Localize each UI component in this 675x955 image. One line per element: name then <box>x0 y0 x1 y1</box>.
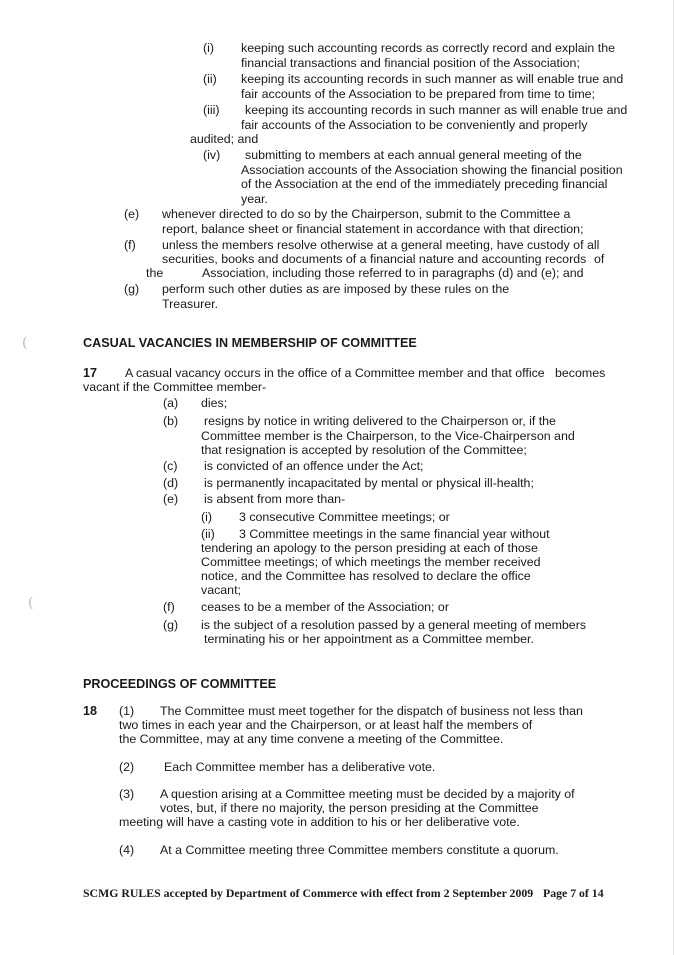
item-text: two times in each year and the Chairperson, or at least half the members of <box>119 718 533 732</box>
sub-item-text: keeping its accounting records in such manner as will enable true and <box>245 103 628 117</box>
item-text: Each Committee member has a deliberative vote. <box>164 760 436 774</box>
page-number: Page 7 of 14 <box>543 886 604 900</box>
clause-intro: becomes <box>555 366 606 380</box>
sub-item-text: year. <box>241 192 268 206</box>
item-text: perform such other duties as are imposed by these rules on the <box>162 282 510 296</box>
item-label: (e) <box>124 207 140 221</box>
sub-item-text: keeping its accounting records in such manner as will enable true and <box>241 72 624 86</box>
item-text: unless the members resolve otherwise at a general meeting, have custody of all <box>162 238 600 252</box>
sub-item-label: (i) <box>201 510 213 524</box>
item-label: (d) <box>163 476 179 490</box>
sub-item-text: financial transactions and financial position of the Association; <box>241 56 580 70</box>
item-text: securities, books and documents of a financial nature and accounting records <box>162 252 587 266</box>
item-text: is the subject of a resolution passed by a general meeting of members <box>201 618 587 632</box>
item-text: terminating his or her appointment as a Committee member. <box>204 632 534 646</box>
section-heading-proceedings: PROCEEDINGS OF COMMITTEE <box>83 677 277 691</box>
sub-item-text: fair accounts of the Association to be prepared from time to time; <box>241 87 595 101</box>
item-text: votes, but, if there no majority, the person presiding at the Committee <box>160 801 539 815</box>
sub-item-text: submitting to members at each annual general meeting of the <box>245 148 582 162</box>
sub-item-text: keeping such accounting records as correctly record and explain the <box>241 41 615 55</box>
item-label: (b) <box>163 414 179 428</box>
item-text: is convicted of an offence under the Act; <box>204 459 424 473</box>
item-text: that resignation is accepted by resolution of the Committee; <box>201 443 527 457</box>
sub-item-text: vacant; <box>201 583 241 597</box>
sub-item-text: tendering an apology to the person presiding at each of those <box>201 541 538 555</box>
item-label: (g) <box>124 282 140 296</box>
sub-item-label: (ii) <box>203 72 217 86</box>
clause-number: 18 <box>83 704 98 718</box>
item-label: (1) <box>119 704 135 718</box>
sub-item-label: (ii) <box>201 527 215 541</box>
item-text: is permanently incapacitated by mental or physical ill-health; <box>204 476 534 490</box>
item-text: report, balance sheet or financial statement in accordance with that direction; <box>162 222 584 236</box>
sub-item-text: 3 Committee meetings in the same financial year without <box>239 527 550 541</box>
item-text: Association, including those referred to in paragraphs (d) and (e); and <box>202 266 584 280</box>
sub-item-text: notice, and the Committee has resolved to declare the office <box>201 569 531 583</box>
sub-item-label: (i) <box>203 41 215 55</box>
sub-item-text: Committee meetings; of which meetings the member received <box>201 555 541 569</box>
scan-edge-line <box>673 0 674 955</box>
clause-number: 17 <box>83 366 98 380</box>
sub-item-label: (iv) <box>203 148 221 162</box>
sub-item-text: 3 consecutive Committee meetings; or <box>239 510 450 524</box>
item-label: (g) <box>163 618 179 632</box>
section-heading-casual-vacancies: CASUAL VACANCIES IN MEMBERSHIP OF COMMITTEE <box>83 336 417 350</box>
sub-item-text: Association accounts of the Association showing the financial position <box>241 163 623 177</box>
item-text: ceases to be a member of the Association; or <box>201 600 449 614</box>
clause-intro: A casual vacancy occurs in the office of a Committee member and that office <box>125 366 545 380</box>
scan-mark-bracket-2: ( <box>28 595 34 611</box>
item-label: (e) <box>163 492 179 506</box>
item-label: (3) <box>119 787 135 801</box>
item-text: dies; <box>201 396 228 410</box>
footer-text: SCMG RULES accepted by Department of Commerce with effect from 2 September 2009 <box>83 886 534 900</box>
item-label: (a) <box>163 396 179 410</box>
item-text: At a Committee meeting three Committee members constitute a quorum. <box>160 843 559 857</box>
sub-item-text: audited; and <box>190 132 259 146</box>
item-text: the <box>146 266 164 280</box>
item-label: (f) <box>163 600 175 614</box>
item-text: of <box>594 252 605 266</box>
item-text: is absent from more than- <box>204 492 346 506</box>
sub-item-label: (iii) <box>203 103 220 117</box>
item-text: Treasurer. <box>162 297 219 311</box>
item-text: whenever directed to do so by the Chairperson, submit to the Committee a <box>162 207 571 221</box>
item-label: (2) <box>119 760 135 774</box>
item-label: (4) <box>119 843 135 857</box>
item-label: (c) <box>163 459 178 473</box>
item-text: A question arising at a Committee meeting must be decided by a majority of <box>160 787 575 801</box>
item-label: (f) <box>124 238 136 252</box>
sub-item-text: of the Association at the end of the immediately preceding financial <box>241 177 608 191</box>
item-text: resigns by notice in writing delivered to the Chairperson or, if the <box>204 414 556 428</box>
item-text: meeting will have a casting vote in addition to his or her deliberative vote. <box>119 815 520 829</box>
sub-item-text: fair accounts of the Association to be conveniently and properly <box>241 118 588 132</box>
clause-intro: vacant if the Committee member- <box>83 380 267 394</box>
item-text: Committee member is the Chairperson, to the Vice-Chairperson and <box>201 429 575 443</box>
item-text: The Committee must meet together for the dispatch of business not less than <box>160 704 583 718</box>
scan-mark-bracket: ( <box>22 335 28 351</box>
item-text: the Committee, may at any time convene a meeting of the Committee. <box>119 732 504 746</box>
